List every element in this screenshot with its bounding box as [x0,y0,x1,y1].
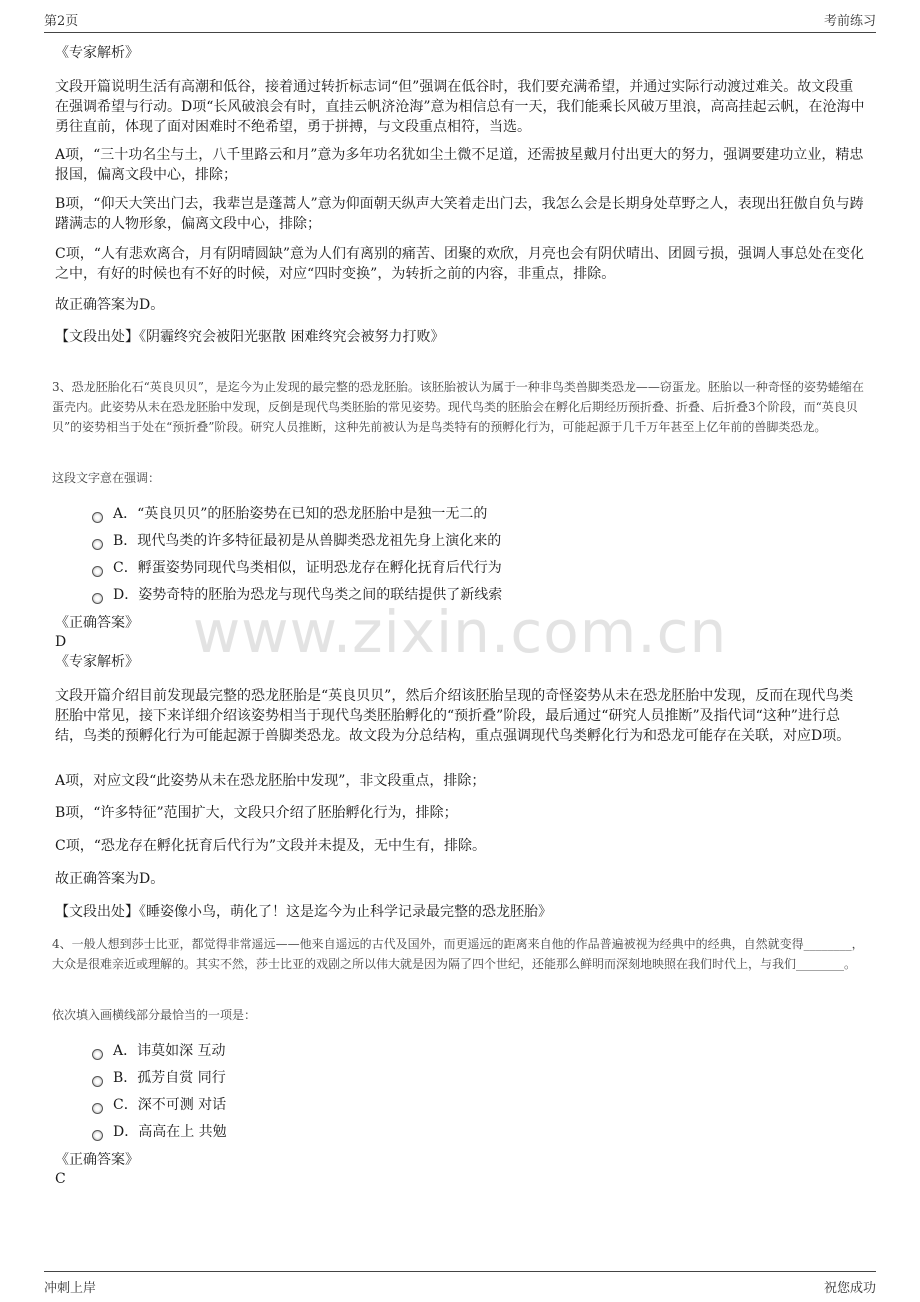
page-number: 第2页 [44,14,79,29]
q3-prompt: 这段文字意在强调： [52,471,161,485]
q4-option-d[interactable] [92,1122,227,1142]
header-title: 考前练习 [823,14,876,29]
radio-icon[interactable] [92,1103,103,1114]
q2-conclusion: 故正确答案为D。 [55,297,165,313]
q3-option-a-explanation: A项，对应文段“此姿势从未在恐龙胚胎中发现”，非文段重点，排除； [55,773,486,789]
footer-right-text: 祝您成功 [823,1281,876,1296]
option-label: C．深不可测 对话 [113,1097,227,1113]
q4-option-c[interactable] [92,1095,226,1115]
q4-answer: C [55,1171,66,1187]
option-label: D．姿势奇特的胚胎为恐龙与现代鸟类之间的联结提供了新线索 [113,587,503,603]
q4-option-b[interactable] [92,1068,226,1088]
radio-icon[interactable] [92,593,103,604]
option-label: A．讳莫如深 互动 [113,1043,226,1059]
radio-icon[interactable] [92,512,103,523]
option-label: B．孤芳自赏 同行 [113,1070,226,1086]
watermark: www.zixin.com.cn [192,598,728,666]
q3-option-b[interactable] [92,531,501,551]
q2-option-a-explanation: A项，“三十功名尘与土，八千里路云和月”意为多年功名犹如尘土微不足道，还需披星戴月付出更大的努力，强调要建功立业，精忠报国，偏离文段中心，排除； [55,147,864,183]
q2-option-b-explanation: B项，“仰天大笑出门去，我辈岂是蓬蒿人”意为仰面朝天纵声大笑着走出门去，我怎么会是长期身处草野之人，表现出狂傲自负与踌躇满志的人物形象，偏离文段中心，排除； [55,196,864,232]
q3-answer: D [55,634,67,650]
q4-prompt: 依次填入画横线部分最恰当的一项是： [52,1008,257,1022]
page-footer [44,1271,876,1296]
q4-stem: 4、一般人想到莎士比亚，都觉得非常遥远——他来自遥远的古代及国外，而更遥远的距离来自他的作品普遍被视为经典中的经典，自然就变得________，大众是很难亲近或理解的。其实不然，莎士比亚的戏剧之所以伟大就是因为隔了四个世纪，还能那么鲜明而深刻地映照在我们时代上，与我们________。 [52,937,864,971]
radio-icon[interactable] [92,1049,103,1060]
q3-option-c-explanation: C项，“恐龙存在孵化抚育后代行为”文段并未提及，无中生有，排除。 [55,838,487,854]
q3-stem: 3、恐龙胚胎化石“英良贝贝”，是迄今为止发现的最完整的恐龙胚胎。该胚胎被认为属于一种非鸟类兽脚类恐龙——窃蛋龙。胚胎以一种奇怪的姿势蜷缩在蛋壳内。此姿势从未在恐龙胚胎中发现，反倒是现代鸟类胚胎的常见姿势。现代鸟类的胚胎会在孵化后期经历预折叠、折叠、后折叠3个阶段，而“英良贝贝”的姿势相当于处在“预折叠”阶段。研究人员推断，这种先前被认为是鸟类特有的预孵化行为，可能起源于几千万年甚至上亿年前的兽脚类恐龙。 [52,380,864,434]
q4-answer-label: 《正确答案》 [55,1152,139,1168]
q3-option-c[interactable] [92,558,502,578]
q3-conclusion: 故正确答案为D。 [55,871,165,887]
q3-answer-label: 《正确答案》 [55,615,139,631]
page-header [44,10,876,33]
q3-analysis-paragraph: 文段开篇介绍目前发现最完整的恐龙胚胎是“英良贝贝”，然后介绍该胚胎呈现的奇怪姿势从未在恐龙胚胎中发现，反而在现代鸟类胚胎中常见，接下来详细介绍该姿势相当于现代鸟类胚胎孵化的“预折叠”阶段，最后通过“研究人员推断”及指代词“这种”进行总结，鸟类的预孵化行为可能起源于兽脚类恐龙。故文段为分总结构，重点强调现代鸟类孵化行为和恐龙可能存在关联，对应D项。 [55,688,854,744]
q3-option-b-explanation: B项，“许多特征”范围扩大，文段只介绍了胚胎孵化行为，排除； [55,805,458,821]
q2-source: 【文段出处】《阴霾终究会被阳光驱散 困难终究会被努力打败》 [55,329,445,345]
radio-icon[interactable] [92,1076,103,1087]
radio-icon[interactable] [92,539,103,550]
q2-option-c-explanation: C项，“人有悲欢离合，月有阴晴圆缺”意为人们有离别的痛苦、团聚的欢欣，月亮也会有阴伏晴出、团圆亏损，强调人事总处在变化之中，有好的时候也有不好的时候，对应“四时变换”，为转折之前的内容，非重点，排除。 [55,246,865,282]
q2-analysis-paragraph: 文段开篇说明生活有高潮和低谷，接着通过转折标志词“但”强调在低谷时，我们要充满希望，并通过实际行动渡过难关。故文段重在强调希望与行动。D项“长风破浪会有时，直挂云帆济沧海”意为相信总有一天，我们能乘长风破万里浪，高高挂起云帆，在沧海中勇往直前，体现了面对困难时不绝希望，勇于拼搏，与文段重点相符，当选。 [55,79,865,135]
q3-analysis-label: 《专家解析》 [55,654,139,670]
q3-source: 【文段出处】《睡姿像小鸟，萌化了！这是迄今为止科学记录最完整的恐龙胚胎》 [55,904,552,920]
option-label: C．孵蛋姿势同现代鸟类相似，证明恐龙存在孵化抚育后代行为 [113,560,502,576]
q3-option-a[interactable] [92,504,487,524]
q4-option-a[interactable] [92,1041,226,1061]
option-label: A．“英良贝贝”的胚胎姿势在已知的恐龙胚胎中是独一无二的 [113,506,488,522]
q2-analysis-label: 《专家解析》 [55,45,139,61]
option-label: B．现代鸟类的许多特征最初是从兽脚类恐龙祖先身上演化来的 [113,533,502,549]
option-label: D．高高在上 共勉 [113,1124,227,1140]
radio-icon[interactable] [92,1130,103,1141]
q3-option-d[interactable] [92,585,502,605]
footer-left-text: 冲刺上岸 [44,1281,97,1296]
radio-icon[interactable] [92,566,103,577]
